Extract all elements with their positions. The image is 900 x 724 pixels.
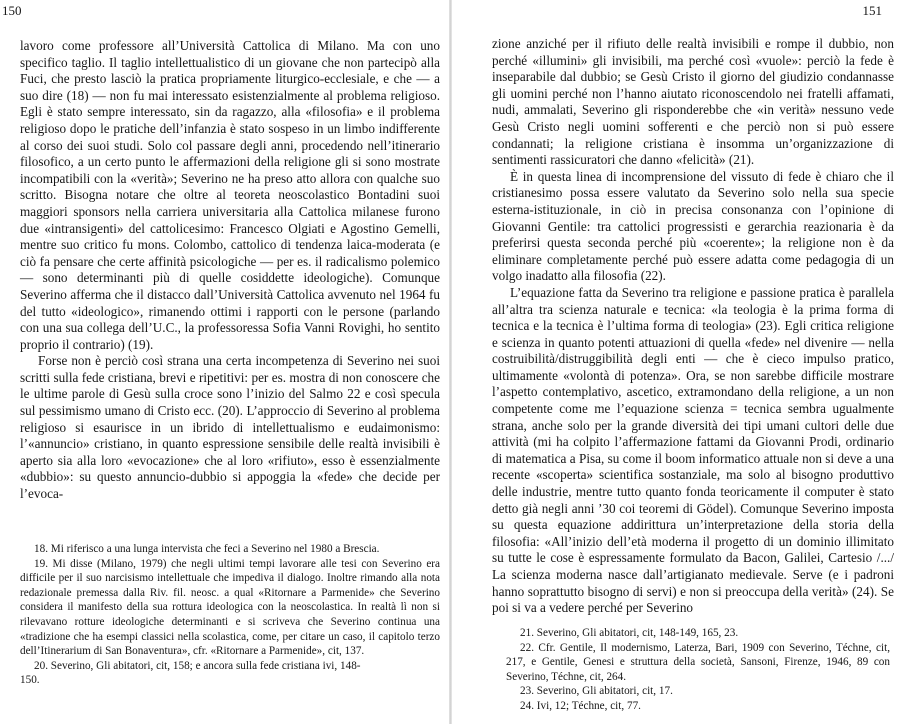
footnote-continuation: 150. xyxy=(20,674,40,687)
footnotes xyxy=(506,626,890,714)
main-text xyxy=(20,38,440,503)
paragraph: Forse non è perciò così strana una certa incompetenza di Severino nei suoi scritti sulla fede cristiana, brevi e ripetitivi: per es. mostra di non conoscere che le ultime parole di Gesù sulla croce sono l’inizio del Salmo 22 e così specula sul pessimismo umano di Cristo ecc. (20). L’approccio di Severino al problema religioso si esaurisce in un ibrido di intellettualismo e eudaimonismo: l’«annuncio» cristiano, in quanto espressione sensibile delle realtà invisibili è aperto sia alla loro «evocazione» che al loro «rifiuto», esso è essenzialmente «dubbio»: su questo annuncio-dubbio si appoggia la «fede» che decide per l’evoca- xyxy=(20,353,440,502)
right-page xyxy=(452,0,900,724)
page-number: 151 xyxy=(862,3,882,18)
main-text xyxy=(492,36,894,617)
paragraph: lavoro come professore all’Università Cattolica di Milano. Ma con uno specifico taglio. Il taglio intellettualistico di un giovane che non partecipò alla Fuci, che presto lasciò la pratica propriamente liturgico-ecclesiale, e che — a suo dire (18) — non fu mai interessato esistenzialmente al problema religioso. Egli è stato sempre interessato, sin da ragazzo, alla «filosofia» e il problema religioso dopo le pratiche dell’infanzia è stato sospeso in un limbo indifferente al corso dei suoi studi. Solo col passare degli anni, procedendo nell’itinerario filosofico, a un certo punto le affermazioni della religione gli si sono mostrate incompatibili con la «verità»; Severino ne ha preso atto allora con qualche suo scritto. Bisogna notare che oltre al teoreta neoscolastico Bontadini suoi maggiori sponsors nella carriera universitaria alla Cattolica milanese furono due «intransigenti» del cattolicesimo: Francesco Olgiati e Agostino Gemelli, mentre suo critico fu mons. Colombo, cattolico di tendenza laica-moderata (e ciò fa pensare che certe affinità psicologiche — per es. il radicalismo polemico — sono determinanti più di quelle cosiddette ideologiche). Comunque Severino afferma che il distacco dall’Università Cattolica avvenuto nel 1964 fu del tutto «ideologico», rimanendo ottimi i rapporti con le persone (parlando con una sua collega dell’U.C., la professoressa Sofia Vanni Rovighi, ho sentito proprio il contrario) (19). xyxy=(20,38,440,352)
footnote: 19. Mi disse (Milano, 1979) che negli ultimi tempi lavorare alle tesi con Severino era difficile per il suo narcisismo intellettuale che impediva il dialogo. Inoltre rimando alla nota redazionale premessa dalla Riv. fil. neosc. a qual «Ritornare a Parmenide» che Severino considera il manifesto della sua rottura ideologica con la neoscolastica. In realtà lì non si rilevavano rotture ideologiche determinanti e si scriveva che Severino continua una «tradizione che ha esempi classici nella scolastica, come, per citare un caso, il capitolo terzo dell’Itinerarium di San Bonaventura», cfr. «Ritornare a Parmenide», cit, 137. xyxy=(20,557,440,658)
footnotes xyxy=(20,542,440,688)
footnote: 21. Severino, Gli abitatori, cit, 148-149, 165, 23. xyxy=(520,627,739,639)
footnote: 22. Cfr. Gentile, Il modernismo, Laterza, Bari, 1909 con Severino, Téchne, cit, 217, e Gentile, Genesi e struttura della società, Sansoni, Firenze, 1946, 89 con Severino, Téchne, cit, 264. xyxy=(506,641,890,683)
footnote: 18. Mi riferisco a una lunga intervista che feci a Severino nel 1980 a Brescia. xyxy=(34,543,380,555)
footnote: 20. Severino, Gli abitatori, cit, 158; e ancora sulla fede cristiana ivi, 148- xyxy=(34,659,361,672)
paragraph: zione anziché per il rifiuto delle realtà invisibili e rompe il dubbio, non perché «illumini» gli invisibili, ma perché così «vuole»: perciò la fede è inseparabile dal dubbio; se Gesù Cristo il giorno del giudizio condannasse gli uomini perché non l’hanno aiutato riconoscendolo nei fratelli affamati, nudi, ammalati, Severino gli risponderebbe che «in verità» nessuno vede Gesù Cristo negli uomini sofferenti e che perciò non si può essere condannati; la religione cristiana è insomma un’organizzazione di sentimenti rassicuratori che danno «felicità» (21). xyxy=(492,36,894,168)
footnote: 23. Severino, Gli abitatori, cit, 17. xyxy=(520,685,673,698)
footnote: 24. Ivi, 12; Téchne, cit, 77. xyxy=(520,699,641,712)
paragraph: L’equazione fatta da Severino tra religione e passione pratica è parallela all’altra tra scienza naturale e tecnica: «la teologia è la prima forma di tecnica e la tecnica è l’ultima forma di teologia» (23). Egli critica religione e scienza in quanto potenti attuazioni di quella «fede» nel divenire — nella costruibilità/distruggibilità degli enti — che è cieco impulso pratico, ultimamente «volontà di potenza». Ora, se non sarebbe difficile mostrare l’aspetto contemplativo, ascetico, extramondano della religione, a un non competente come me l’equazione scienza = tecnica sembra ugualmente strana, anche solo per la grande diversità dei tipi umani cultori delle due attività (mi ha colpito l’affermazione fattami da Giovanni Prodi, ordinario di matematica a Pisa, su come il boom informatico attuale non si deve a una recente «scoperta» scientifica sostanziale, ma solo al bisogno produttivo delle industrie, mentre tutto quanto fonda teoricamente il computer è stato detto già negli anni ’30 coi teoremi di Gödel). Comunque Severino imposta su questa equazione addirittura un’interpretazione della storia della filosofia: «All’inizio dell’età moderna il progetto di un dominio illimitato su tutte le cose è espressamente formulato da Bacon, Galilei, Cartesio /.../ La scienza moderna nasce dall’artigianato medievale. Serve (e i padroni hanno soprattutto bisogno di servi) e non si preoccupa della verità» (24). Se poi si va a vedere perché per Severino xyxy=(492,284,894,616)
page-number: 150 xyxy=(2,3,22,18)
paragraph: È in questa linea di incomprensione del vissuto di fede è chiaro che il cristianesimo possa essere valutato da Severino solo nella sua specie esterna-istituzionale, in ciò in precisa consonanza con l’opinione di Giovanni Gentile: tra cattolici progressisti e gerarchia reazionaria è da preferirsi questa seconda perché più «coerente»; la religione non è da eliminare completamente perché può essere adatta come pedagogia di un volgo inadatto alla filosofia (22). xyxy=(492,168,894,284)
